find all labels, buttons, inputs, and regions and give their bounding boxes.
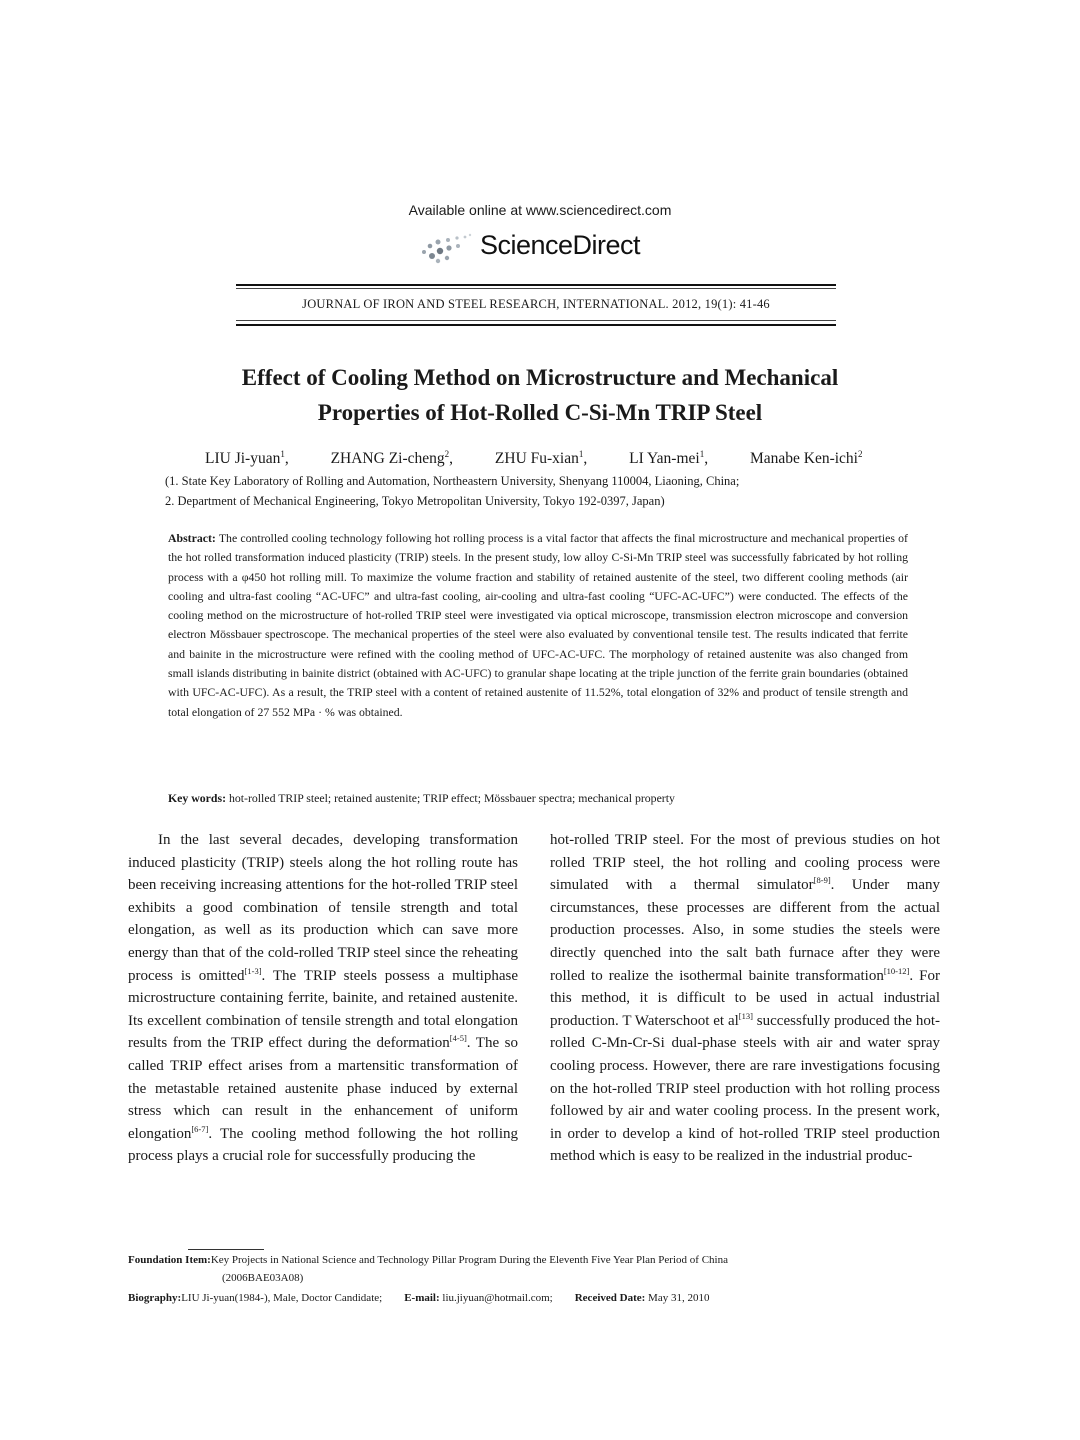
keywords [168, 791, 908, 806]
affiliation-1: (1. State Key Laboratory of Rolling and Automation, Northeastern University, Shenyang 110004, Liaoning, China; [165, 474, 740, 488]
sciencedirect-logo [418, 228, 678, 270]
received-label: Received Date: [574, 1292, 646, 1304]
body-column-right: hot-rolled TRIP steel. For the most of previous studies on hot rolled TRIP steel, the hot rolling and cooling process were simulated with a thermal simulator[8-9]. Under many circumstances, these processes are different from the actual production processes. Also, in some studies the steels were directly quenched into the salt bath furnace after they were rolled to realize the isothermal bainite transformation[10-12]. For this method, it is difficult to be used in actual industrial production. T Waterschoot et al[13] successfully produced the hot-rolled C-Mn-Cr-Si dual-phase steels with air and water spray cooling process. However, there are rare investigations focusing on the hot-rolled TRIP steel production with hot rolling process followed by air and water cooling process. In the present work, in order to develop a kind of hot-rolled TRIP steel production method which is easy to be realized in the industrial produc- [550, 832, 941, 1165]
title-line-2: Properties of Hot-Rolled C-Si-Mn TRIP Steel [317, 400, 763, 425]
abstract-label: Abstract: [168, 531, 216, 545]
email-label: E-mail: [404, 1292, 440, 1304]
keywords-label: Key words: [168, 791, 226, 805]
footnote-biography: Biography:LIU Ji-yuan(1984-), Male, Doctor Candidate; E-mail: liu.jiyuan@hotmail.com; Received Date: May 31, 2010 [128, 1292, 710, 1304]
received-date: May 31, 2010 [648, 1292, 710, 1304]
sciencedirect-wordmark: ScienceDirect [480, 230, 641, 260]
author: Manabe Ken-ichi$^2$ [749, 449, 863, 468]
journal-citation: JOURNAL OF IRON AND STEEL RESEARCH, INTERNATIONAL. 2012, 19(1): 41-46 [302, 297, 770, 311]
header-rule-bottom [236, 324, 836, 326]
author-list [205, 449, 905, 468]
abstract [168, 529, 908, 722]
header-rule-top-thin [236, 288, 836, 289]
author: ZHANG Zi-cheng$^2$, [330, 449, 454, 468]
header-rule-top [236, 284, 836, 286]
footnote-rule [188, 1249, 264, 1250]
author: ZHU Fu-xian$^1$, [494, 449, 588, 468]
keywords-text: hot-rolled TRIP steel; retained austenite; TRIP effect; Mössbauer spectra; mechanical property [228, 791, 675, 805]
article-title [140, 360, 940, 430]
title-line-1: Effect of Cooling Method on Microstructure and Mechanical [241, 365, 839, 390]
available-online-line: Available online at www.sciencedirect.com [408, 202, 672, 218]
affiliation-2: 2. Department of Mechanical Engineering, Tokyo Metropolitan University, Tokyo 192-0397, Japan) [165, 494, 665, 508]
author: LI Yan-mei$^1$, [629, 449, 709, 468]
header-rule-bottom-thin [236, 320, 836, 321]
author-email: liu.jiyuan@hotmail.com; [442, 1292, 553, 1304]
footnote-foundation: Foundation Item:Key Projects in National Science and Technology Pillar Program During the Eleventh Five Year Plan Period of China [128, 1254, 728, 1266]
author: LIU Ji-yuan$^1$, [205, 449, 289, 468]
footnote-foundation-code: (2006BAE03A08) [222, 1272, 304, 1284]
sciencedirect-dots-icon [418, 232, 476, 266]
body-column-left: In the last several decades, developing transformation induced plasticity (TRIP) steels along the hot rolling route has been receiving increasing attentions for the hot-rolled TRIP steel exhibits a good combination of tensile strength and total elongation, as well as its production which can save more energy than that of the cold-rolled TRIP steel since the reheating process is omitted[1-3]. The TRIP steels possess a multiphase microstructure containing ferrite, bainite, and retained austenite. Its excellent combination of tensile strength and total elongation results from the TRIP effect during the deformation[4-5]. The so called TRIP effect arises from a martensitic transformation of the metastable retained austenite phase induced by external stress which can result in the enhancement of uniform elongation[6-7]. The cooling method following the hot rolling process plays a crucial role for successfully producing the [128, 832, 519, 1165]
abstract-text: The controlled cooling technology following hot rolling process is a vital factor that affects the final microstructure and mechanical properties of the hot rolled transformation induced plasticity (TRIP) steels. In the present study, low alloy C-Si-Mn TRIP steel was successfully fabricated by hot rolling process with a φ450 hot rolling mill. To maximize the volume fraction and stability of retained austenite of the steel, two different cooling methods (air cooling and ultra-fast cooling “AC-UFC” and ultra-fast cooling, air-cooling and ultra-fast cooling “UFC-AC-UFC”) were conducted. The effects of the cooling method on the microstructure of hot-rolled TRIP steel were investigated via optical microscope, transmission electron microscope and conversion electron Mössbauer spectroscope. The mechanical properties of the steel were also evaluated by conventional tensile test. The results indicated that ferrite and bainite in the microstructure were refined with the cooling method of UFC-AC-UFC. The morphology of retained austenite was also changed from small islands distributing in bainite district (obtained with AC-UFC) to granular shape locating at the triple junction of the ferrite grain boundaries (obtained with UFC-AC-UFC). As a result, the TRIP steel with a content of retained austenite of 11.52%, total elongation of 32% and product of tensile strength and total elongation of 27 552 MPa · % was obtained. [168, 531, 908, 719]
